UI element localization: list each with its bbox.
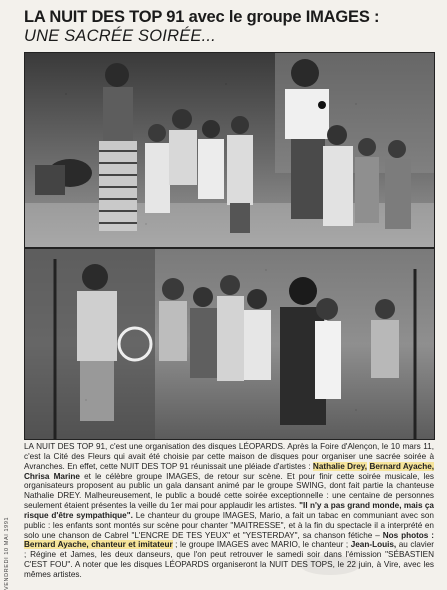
- caption-bernard-ayache: Bernard Ayache, chanteur et imitateur: [24, 540, 173, 550]
- paper-smudge: [300, 555, 360, 575]
- photo-top: [24, 52, 435, 248]
- article-text: Le chanteur du groupe IMAGES, Mario, a fait un tabac en communiant avec son public : les enfants sont montés sur scène pour chanter "MAITRESSE", et à la fin du spectacle il a interprété en solo une chanson de Cabrel "L'ENCRE DE TES YEUX" et "YESTERDAY", sa chanson fétiche –: [24, 510, 434, 540]
- caption-jean-louis: Jean-Louis,: [350, 540, 397, 550]
- artist-name-nathalie-drey: Nathalie Drey,: [312, 461, 368, 471]
- artist-name-chrisa-marine: Chrisa Marine: [24, 471, 80, 481]
- article-text: et le célèbre groupe IMAGES, de retour sur scène. Et pour finir cette soirée musicale, les organisateurs proposent au public un gala dansant animé par le groupe SWING, dont fait partie la chanteuse Nathalie DREY. Malheureusement, le public a boudé cette soirée exceptionnelle : une centaine de personnes seulement étaient présentes la veille du 1er mai pour applaudir les artistes.: [24, 471, 434, 511]
- artist-name-bernard-ayache: Bernard Ayache,: [369, 461, 435, 471]
- photo-bottom-image: [25, 249, 434, 439]
- article-text: au clavier ; Régine et James, les deux danseurs, que l'on peut retrouver le samedi soir dans l'émission "SÉBASTIEN C'EST FOU". A noter que les disques LÉOPARDS organiseront la NUIT DES TOPS, le 22 juin, à Vire, avec les mêmes artistes.: [24, 540, 434, 579]
- subheadline: UNE SACRÉE SOIRÉE...: [24, 27, 216, 45]
- photo-caption-label: Nos photos :: [382, 530, 435, 540]
- photo-top-image: [25, 53, 434, 247]
- article-text: LA NUIT DES TOP 91, c'est une organisation des disques LÉOPARDS. Après la Foire d'Alençon, le 10 mars 11, c'est la Cité des Fleurs qui avait été choisie par cette maison de disques pour organiser une sacrée soirée à Avranches. En effet, cette NUIT DES TOP 91 réunissait une pléiade d'artistes :: [24, 442, 434, 471]
- article-text: ; le groupe IMAGES avec MARIO, le chanteur ;: [172, 540, 351, 550]
- headline: LA NUIT DES TOP 91 avec le groupe IMAGES :: [24, 8, 380, 26]
- quote: "Il n'y a pas grand monde, mais ça risque d'être sympathique".: [24, 501, 434, 520]
- photo-bottom: [24, 248, 435, 440]
- article-body: [24, 442, 434, 580]
- publication-date: VENDREDI 10 MAI 1991: [4, 516, 10, 590]
